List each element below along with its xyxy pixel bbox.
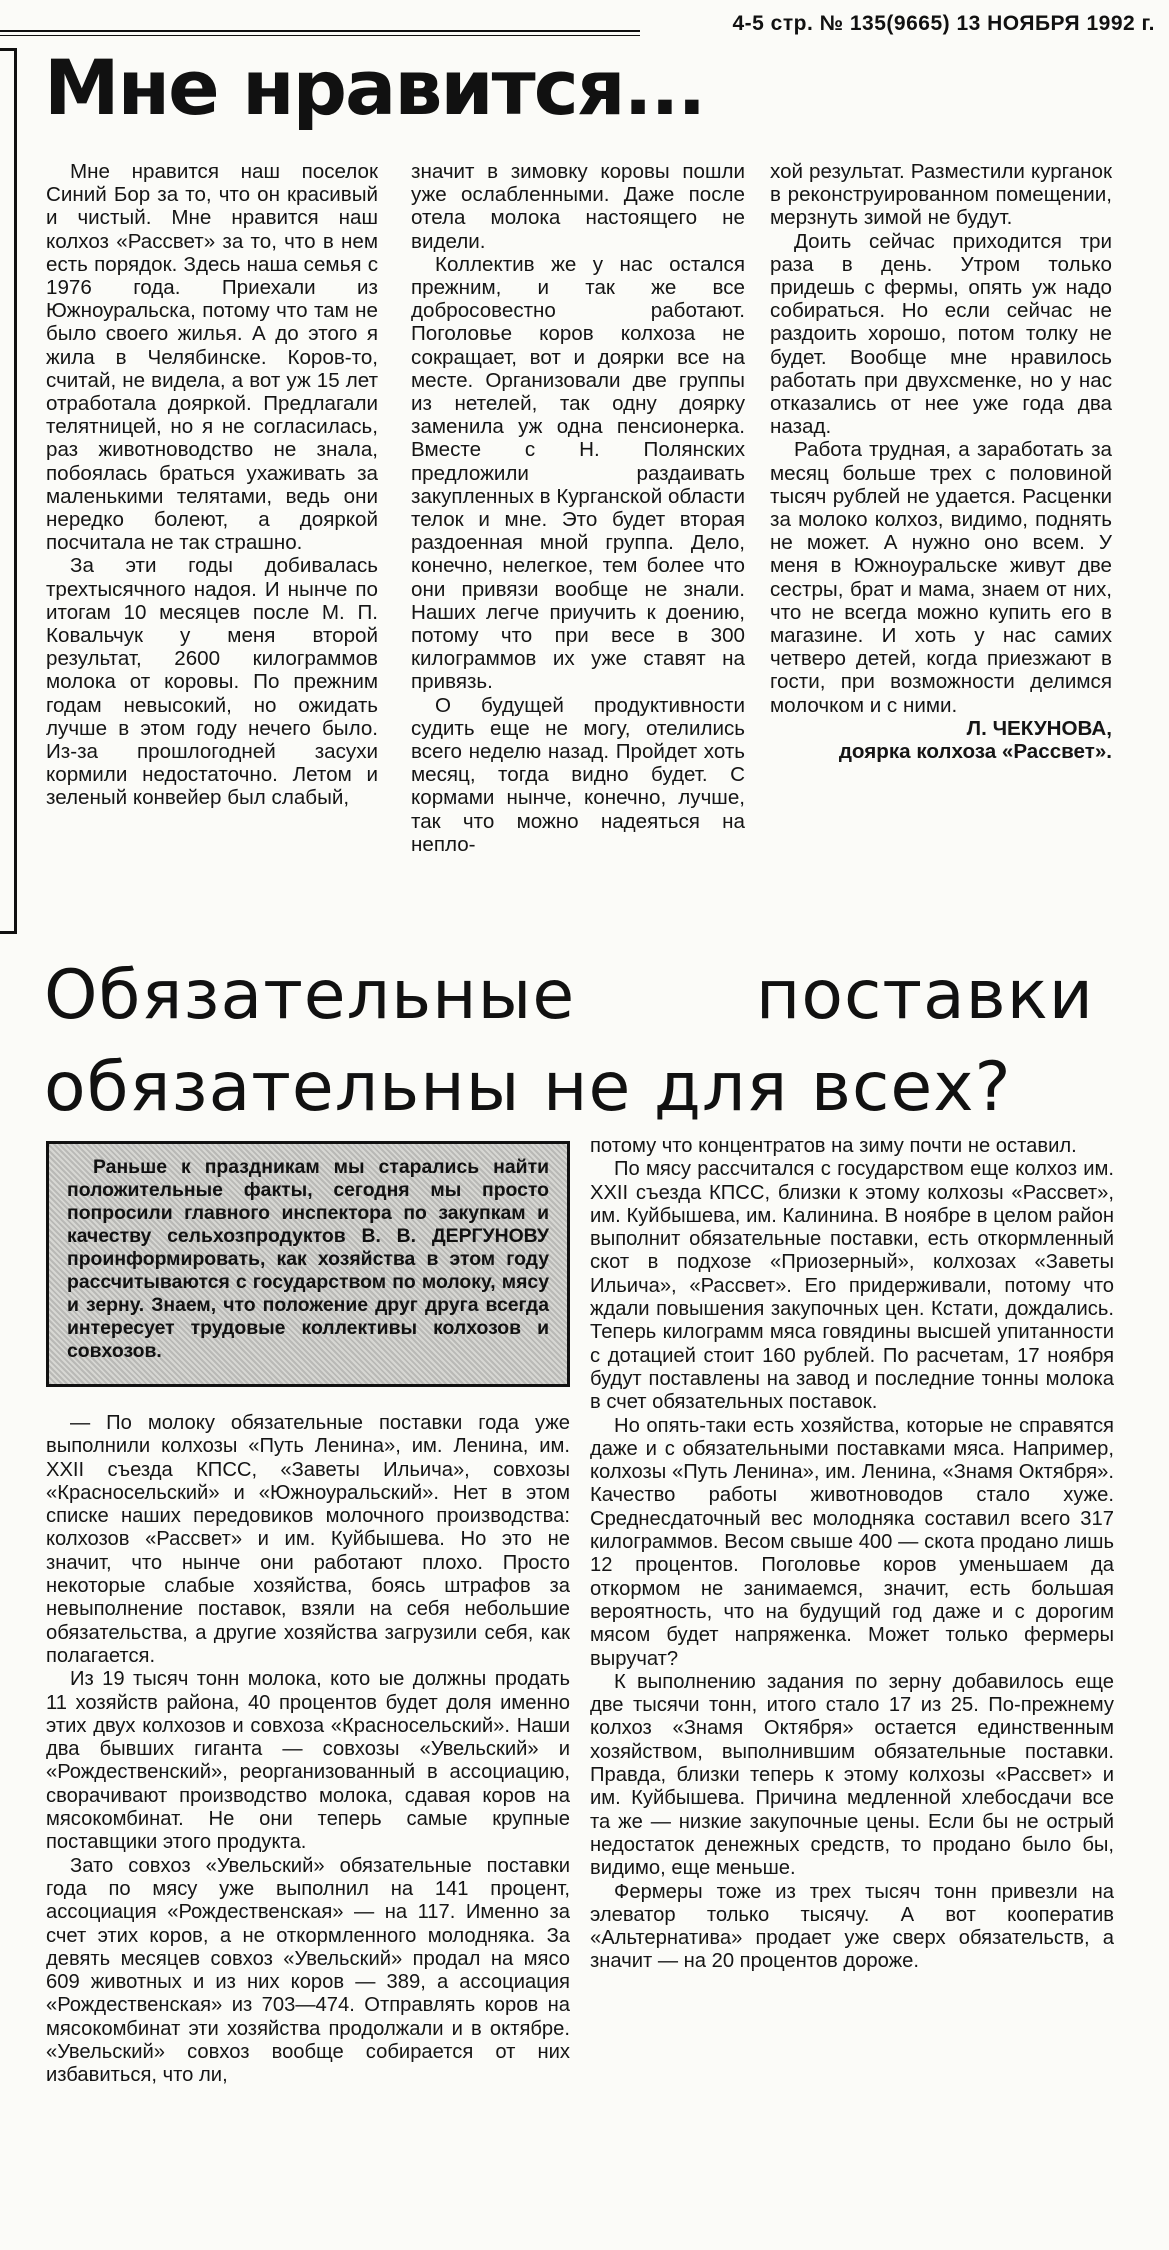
article2-title [44, 950, 1094, 1134]
signature-name: Л. ЧЕКУНОВА, [966, 716, 1112, 740]
paragraph: Из 19 тысяч тонн молока, кото ые должны продать 11 хозяйств района, 40 процентов будет доля именно этих двух колхозов и совхоза «Красносельский». Наши два бывших гиганта — совхозы «Увельский» и «Рождественский», реорганизованный в ассоциацию, сворачивают производство молока, сдавая коров на мясокомбинат. Не они теперь самые крупные поставщики этого продукта. [46, 1668, 570, 1854]
paragraph: К выполнению задания по зерну добавилось еще две тысячи тонн, итого стало 17 из 25. По-прежнему колхоз «Знамя Октября» остается единственным хозяйством, выполнившим обязательные поставки. Правда, близки теперь к этому колхозы «Рассвет» и им. Куйбышева. Причина медленной хлебосдачи все та же — низкие закупочные цены. Если бы не острый недостаток денежных средств, то продано было бы, видимо, еще меньше. [590, 1670, 1114, 1880]
paragraph: За эти годы добивалась трехтысячного надоя. И нынче по итогам 10 месяцев после М. П. Ковальчук у меня второй результат, 2600 килограммов молока от коровы. По прежним годам невысокий, но ожидать лучше в этом году нечего было. Из-за прошлогодней засухи кормили недостаточно. Летом и зеленый конвейер был слабый, [46, 554, 378, 810]
title-line-1 [44, 950, 1094, 1042]
paragraph: Коллектив же у нас остался прежним, и так же все добросовестно работают. Поголовье коров колхоза не сокращает, вот и доярки все на месте. Организовали две группы из нетелей, так одну доярку заменила уж одна пенсионерка. Вместе с Н. Полянских предложили раздаивать закупленных в Курганской области телок и мне. Это будет вторая раздоенная мной группа. Дело, конечно, нелегкое, тем более что они привязи вообще не знали. Наших легче приучить к доению, потому что при весе в 300 килограммов их уже ставят на привязь. [411, 252, 745, 694]
article-frame [0, 48, 17, 934]
paragraph: Но опять-таки есть хозяйства, которые не справятся даже и с обязательными поставками мяса. Например, колхозы «Путь Ленина», им. Ленина, «Знамя Октября». Качество работы животноводов стало хуже. Среднесдаточный вес молодняка составил всего 317 килограммов. Весом свыше 400 — скота продано лишь 12 процентов. Поголовье коров уменьшаем да откормом не занимаемся, значит, есть большая вероятность, что на будущий год даже и с дорогим мясом будет напряженка. Может только фермеры выручат? [590, 1414, 1114, 1670]
article1-title: Мне нравится... [44, 43, 705, 132]
lead-box [46, 1141, 570, 1387]
header-rule-thin [0, 35, 640, 36]
paragraph: Мне нравится наш поселок Синий Бор за то, что он красивый и чистый. Мне нравится наш колхоз «Рассвет» за то, что в нем есть порядок. Здесь наша семья с 1976 года. Приехали из Южноуральска, потому что там не было своего жилья. А до этого я жила в Челябинске. Коров-то, считай, не видела, а вот уж 15 лет отработала дояркой. Предлагали телятницей, но я не согласилась, раз животноводство не знала, побоялась браться ухаживать за маленькими телятами, ведь они нередко болеют, а дояркой посчитала не так страшно. [46, 160, 378, 555]
article2-column-right [590, 1135, 1114, 1974]
paragraph: О будущей продуктивности судить еще не могу, отелились всего неделю назад. Пройдет хоть месяц, тогда видно будет. С кормами нынче, конечно, лучше, так что можно надеяться на непло- [411, 693, 745, 856]
paragraph: — По молоку обязательные поставки года уже выполнили колхозы «Путь Ленина», им. Ленина, им. XXII съезда КПСС, «Заветы Ильича», совхозы «Красносельский» и «Южноуральский». Нет в этом списке наших передовиков молочного производства: колхозов «Рассвет» и им. Куйбышева. Но это не значит, что нынче они работают плохо. Просто некоторые слабые хозяйства, боясь штрафов за невыполнение поставок, взяли на себя небольшие обязательства, а другие хозяйства загрузили себя, как полагается. [46, 1412, 570, 1667]
article1-column-2 [411, 160, 745, 856]
paragraph: Зато совхоз «Увельский» обязательные поставки года по мясу уже выполнил на 141 процент, ассоциация «Рождественская» — на 117. Именно за счет этих коров, а не откормленного молодняка. За девять месяцев совхоз «Увельский» продал на мясо 609 животных и из них коров — 389, а ассоциация «Рождественская» из 703—474. Отправлять коров на мясокомбинат эти хозяйства продолжали и в октябре. «Увельский» совхоз вообще собирается от них избавиться, что ли, [46, 1854, 570, 2087]
article2-column-left [46, 1412, 570, 2088]
paragraph: Фермеры тоже из трех тысяч тонн привезли на элеватор только тысячу. А вот кооператив «Альтернатива» продает уже сверх обязательств, а значит — на 20 процентов дороже. [590, 1880, 1114, 1973]
article1-column-3 [770, 160, 1112, 763]
paragraph: потому что концентратов на зиму почти не оставил. [590, 1135, 1077, 1157]
paragraph: По мясу рассчитался с государством еще колхоз им. XXII съезда КПСС, близки к этому колхозы «Рассвет», им. Куйбышева, им. Калинина. В ноябре в целом район выполнит обязательные поставки, есть откормленный скот в подхозе «Приозерный», колхозах «Заветы Ильича», «Рассвет». Его придерживали, потому что ждали повышения закупочных цен. Кстати, дождались. Теперь килограмм мяса говядины высшей упитанности с дотацией стоит 160 рублей. По расчетам, 17 ноября будут поставлены на завод и последние тонны молока в счет обязательных поставок. [590, 1158, 1114, 1414]
paragraph: значит в зимовку коровы пошли уже ослабленными. Даже после отела молока настоящего не видели. [411, 160, 745, 253]
issue-line: 4-5 стр. № 135(9665) 13 НОЯБРЯ 1992 г. [732, 12, 1155, 35]
paragraph: Работа трудная, а заработать за месяц больше трех с половиной тысяч рублей не удается. Расценки за молоко колхоз, видимо, поднять не может. А нужно оно всем. У меня в Южноуральске живут две сестры, брат и мама, знаем от них, что не всегда можно купить его в магазине. И хоть у нас самих четверо детей, когда приезжают в гости, при возможности делимся молочком и с ними. [770, 438, 1112, 717]
signature-role: доярка колхоза «Рассвет». [838, 740, 1112, 764]
article1-column-1 [46, 160, 378, 810]
header-rule [0, 30, 640, 32]
title-word-2: поставки [755, 956, 1094, 1035]
title-line-2: обязательны не для всех? [44, 1048, 1012, 1127]
title-word-1: Обязательные [44, 956, 576, 1035]
paragraph: Доить сейчас приходится три раза в день. Утром только придешь с фермы, опять уж надо собираться. Но если сейчас не раздоить хорошо, потом толку не будет. Вообще мне нравилось работать при двухсменке, но у нас отказались от нее уже года два назад. [770, 229, 1112, 439]
lead-text: Раньше к праздникам мы старались найти положительные факты, сегодня мы просто попросили главного инспектора по закупкам и качеству сельхозпродуктов В. В. ДЕРГУНОВУ проинформировать, как хозяйства в этом году рассчитываются с государством по молоку, мясу и зерну. Знаем, что положение друг друга всегда интересует трудовые коллективы колхозов и совхозов. [67, 1156, 549, 1362]
paragraph: хой результат. Разместили курганок в реконструированном помещении, мерзнуть зимой не будут. [770, 160, 1112, 230]
